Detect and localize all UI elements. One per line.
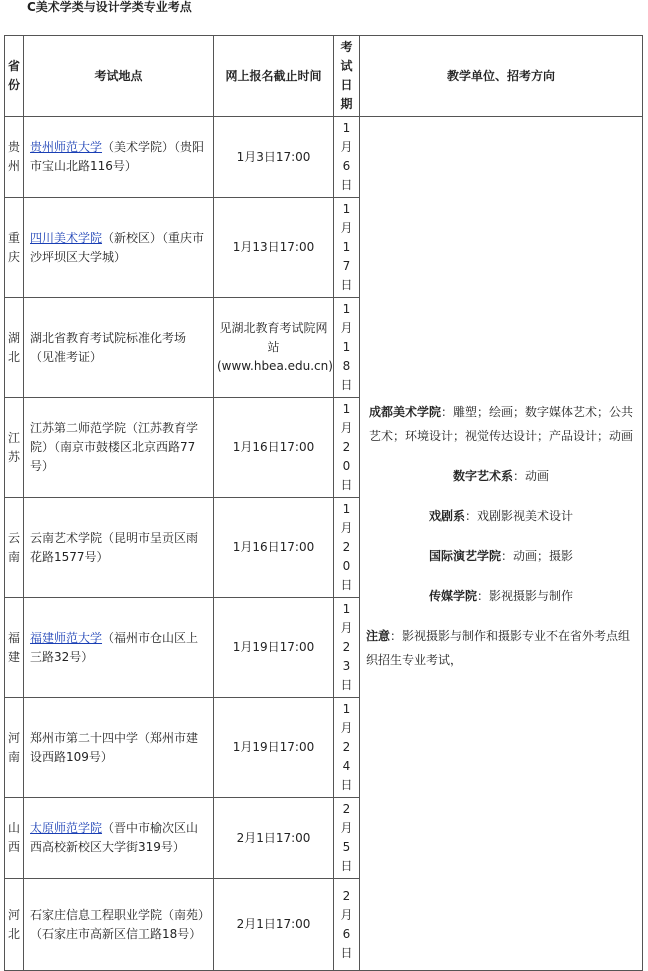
- header-unit: 教学单位、招考方向: [360, 36, 643, 117]
- location-cell: 石家庄信息工程职业学院（南苑）（石家庄市高新区信工路18号）: [24, 879, 214, 971]
- info-media: 传媒学院：影视摄影与制作: [428, 588, 574, 603]
- info-chengdu: 成都美术学院：雕塑；绘画；数字媒体艺术；公共艺术；环境设计；视觉传达设计；产品设计；动画: [368, 404, 634, 443]
- province-cell: 重庆: [5, 198, 24, 298]
- location-cell: 福建师范大学（福州市仓山区上三路32号）: [24, 598, 214, 698]
- province-cell: 福建: [5, 598, 24, 698]
- exam-date-cell: 1月24日: [334, 698, 360, 798]
- province-cell: 云南: [5, 498, 24, 598]
- school-link[interactable]: 贵州师范大学: [30, 140, 103, 154]
- deadline-cell: 1月16日17:00: [214, 498, 334, 598]
- province-cell: 贵州: [5, 117, 24, 198]
- location-cell: 湖北省教育考试院标准化考场（见准考证）: [24, 298, 214, 398]
- location-cell: 江苏第二师范学院（江苏教育学院）（南京市鼓楼区北京西路77号）: [24, 398, 214, 498]
- info-drama: 戏剧系：戏剧影视美术设计: [428, 508, 574, 523]
- header-location: 考试地点: [24, 36, 214, 117]
- header-province: 省份: [5, 36, 24, 117]
- page-heading: C美术学类与设计学类专业考点: [27, 0, 192, 14]
- exam-date-cell: 1月23日: [334, 598, 360, 698]
- exam-site-table: [4, 35, 643, 971]
- table-row: [5, 117, 643, 198]
- header-exam-date: 考试日期: [334, 36, 360, 117]
- exam-date-cell: 1月20日: [334, 398, 360, 498]
- table-header-row: [5, 36, 643, 117]
- deadline-cell: 1月3日17:00: [214, 117, 334, 198]
- location-cell: 太原师范学院（晋中市榆次区山西高校新校区大学街319号）: [24, 798, 214, 879]
- unit-info-cell: [360, 117, 643, 971]
- deadline-cell: 2月1日17:00: [214, 798, 334, 879]
- location-cell: 郑州市第二十四中学（郑州市建设西路109号）: [24, 698, 214, 798]
- location-cell: 贵州师范大学（美术学院）（贵阳市宝山北路116号）: [24, 117, 214, 198]
- province-cell: 河南: [5, 698, 24, 798]
- header-deadline: 网上报名截止时间: [214, 36, 334, 117]
- exam-date-cell: 1月18日: [334, 298, 360, 398]
- province-cell: 河北: [5, 879, 24, 971]
- deadline-cell: 见湖北教育考试院网站(www.hbea.edu.cn): [214, 298, 334, 398]
- province-cell: 山西: [5, 798, 24, 879]
- school-link[interactable]: 太原师范学院: [30, 821, 103, 835]
- location-cell: 四川美术学院（新校区）（重庆市沙坪坝区大学城）: [24, 198, 214, 298]
- info-intl-performing: 国际演艺学院：动画；摄影: [428, 548, 574, 563]
- deadline-cell: 1月13日17:00: [214, 198, 334, 298]
- deadline-cell: 1月19日17:00: [214, 598, 334, 698]
- deadline-cell: 2月1日17:00: [214, 879, 334, 971]
- exam-date-cell: 2月6日: [334, 879, 360, 971]
- province-cell: 江苏: [5, 398, 24, 498]
- info-note: 注意：影视摄影与制作和摄影专业不在省外考点组织招生专业考试，: [366, 628, 631, 667]
- deadline-cell: 1月16日17:00: [214, 398, 334, 498]
- location-cell: 云南艺术学院（昆明市呈贡区雨花路1577号）: [24, 498, 214, 598]
- province-cell: 湖北: [5, 298, 24, 398]
- deadline-cell: 1月19日17:00: [214, 698, 334, 798]
- school-link[interactable]: 四川美术学院: [30, 230, 103, 245]
- exam-date-cell: 1月17日: [334, 198, 360, 298]
- exam-date-cell: 1月20日: [334, 498, 360, 598]
- exam-date-cell: 2月5日: [334, 798, 360, 879]
- exam-date-cell: 1月6日: [334, 117, 360, 198]
- school-link[interactable]: 福建师范大学: [30, 630, 103, 645]
- info-digital-art: 数字艺术系：动画: [452, 468, 550, 483]
